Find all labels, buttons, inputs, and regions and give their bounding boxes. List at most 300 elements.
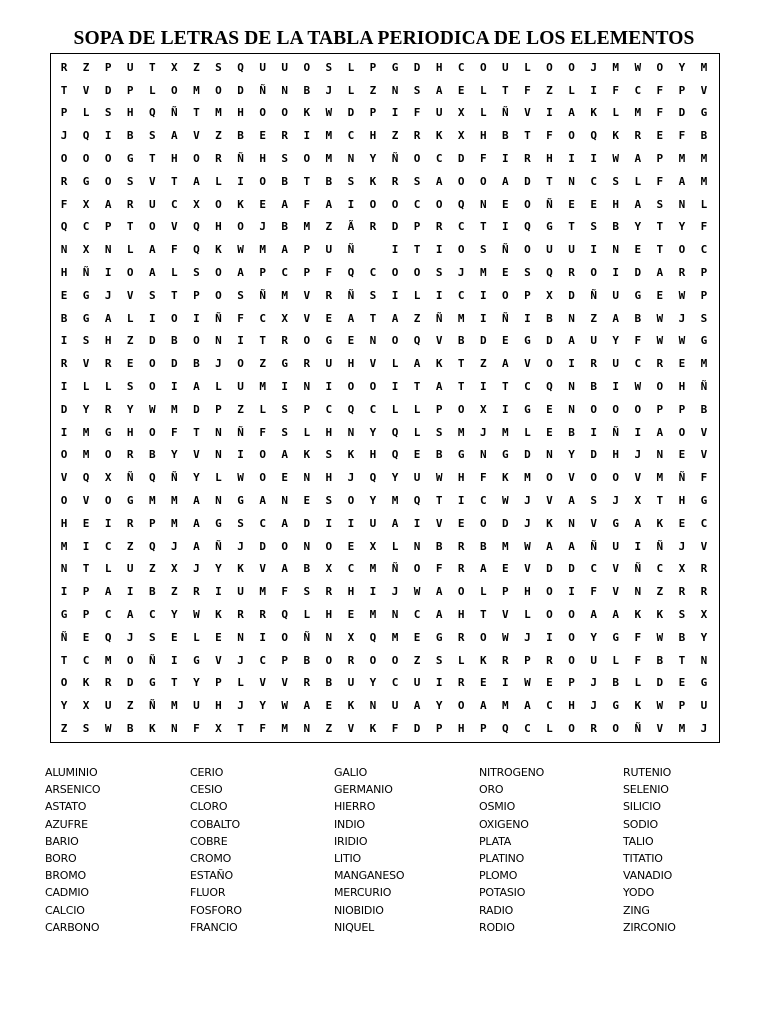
grid-letter: M: [457, 311, 465, 325]
grid-letter: Y: [82, 402, 90, 416]
grid-letter: U: [700, 699, 708, 713]
grid-letter: D: [546, 562, 553, 576]
grid-letter: C: [457, 60, 465, 74]
grid-letter: R: [546, 653, 553, 667]
grid-letter: M: [325, 152, 333, 166]
word-item: PLATA: [479, 834, 512, 848]
grid-letter: Q: [546, 380, 553, 394]
grid-letter: O: [347, 380, 355, 394]
grid-letter: D: [546, 334, 553, 348]
grid-letter: A: [568, 334, 575, 348]
grid-letter: [362, 238, 384, 261]
grid-letter: D: [457, 152, 465, 166]
grid-letter: A: [347, 311, 355, 325]
grid-letter: O: [546, 60, 553, 74]
grid-letter: U: [237, 380, 244, 394]
grid-letter: Y: [391, 471, 399, 485]
word-item: FLUOR: [190, 886, 226, 900]
word-item: HIERRO: [334, 800, 376, 814]
grid-letter: Z: [369, 83, 377, 97]
grid-letter: E: [546, 676, 553, 690]
grid-letter: L: [479, 83, 487, 97]
grid-letter: E: [568, 197, 575, 211]
grid-letter: T: [171, 288, 178, 302]
grid-letter: R: [590, 722, 597, 736]
grid-letter: V: [193, 448, 200, 462]
grid-letter: I: [590, 83, 597, 97]
grid-letter: E: [303, 494, 311, 508]
grid-letter: S: [700, 311, 708, 325]
grid-letter: S: [435, 653, 443, 667]
grid-letter: D: [634, 266, 642, 280]
grid-letter: S: [678, 608, 686, 622]
grid-letter: S: [369, 288, 377, 302]
grid-letter: P: [193, 288, 200, 302]
grid-letter: R: [590, 357, 597, 371]
grid-letter: Ñ: [82, 266, 90, 280]
grid-letter: N: [303, 471, 311, 485]
grid-letter: O: [678, 425, 686, 439]
grid-letter: H: [435, 60, 443, 74]
grid-letter: O: [237, 220, 244, 234]
grid-letter: O: [546, 585, 553, 599]
grid-letter: L: [237, 676, 244, 690]
grid-letter: F: [171, 243, 178, 257]
grid-letter: Y: [259, 699, 266, 713]
grid-letter: P: [413, 220, 421, 234]
grid-letter: O: [634, 402, 642, 416]
grid-letter: C: [171, 197, 178, 211]
grid-letter: W: [656, 699, 664, 713]
grid-letter: E: [325, 699, 333, 713]
grid-letter: G: [82, 311, 90, 325]
grid-letter: L: [391, 357, 399, 371]
grid-letter: C: [325, 402, 333, 416]
grid-letter: R: [656, 357, 664, 371]
grid-letter: R: [303, 357, 311, 371]
grid-letter: O: [524, 197, 531, 211]
grid-letter: F: [524, 83, 531, 97]
grid-letter: N: [237, 630, 244, 644]
grid-letter: Y: [678, 60, 686, 74]
grid-letter: D: [237, 83, 244, 97]
grid-letter: B: [612, 220, 619, 234]
grid-letter: W: [193, 608, 200, 622]
grid-letter: Ñ: [215, 539, 222, 553]
grid-letter: R: [391, 174, 399, 188]
grid-letter: E: [60, 288, 68, 302]
grid-letter: Ñ: [656, 539, 664, 553]
grid-letter: S: [590, 220, 597, 234]
word-item: FRANCIO: [190, 920, 238, 934]
grid-letter: G: [502, 448, 509, 462]
grid-letter: E: [413, 448, 421, 462]
grid-letter: V: [126, 288, 134, 302]
grid-letter: U: [259, 60, 266, 74]
grid-letter: D: [678, 106, 686, 120]
grid-letter: L: [413, 425, 421, 439]
grid-letter: F: [303, 197, 311, 211]
grid-letter: W: [413, 585, 421, 599]
grid-letter: R: [457, 630, 465, 644]
grid-letter: C: [457, 220, 465, 234]
grid-letter: C: [590, 174, 597, 188]
grid-letter: T: [148, 60, 156, 74]
grid-letter: A: [568, 494, 575, 508]
grid-letter: O: [215, 266, 222, 280]
grid-letter: V: [303, 288, 311, 302]
grid-letter: V: [700, 448, 708, 462]
grid-letter: Y: [369, 425, 377, 439]
grid-letter: A: [193, 380, 200, 394]
grid-letter: X: [325, 562, 333, 576]
grid-letter: F: [656, 106, 664, 120]
grid-letter: W: [435, 471, 443, 485]
grid-letter: B: [479, 539, 487, 553]
grid-letter: Ñ: [391, 152, 399, 166]
grid-letter: I: [60, 334, 68, 348]
grid-letter: G: [612, 516, 619, 530]
grid-letter: Q: [369, 630, 377, 644]
grid-letter: O: [413, 562, 421, 576]
grid-letter: Ñ: [502, 106, 509, 120]
grid-letter: L: [126, 311, 134, 325]
grid-letter: K: [590, 106, 597, 120]
word-item: BROMO: [45, 869, 86, 883]
grid-letter: J: [104, 288, 112, 302]
grid-letter: B: [281, 220, 288, 234]
word-item: CARBONO: [45, 920, 100, 934]
grid-letter: S: [82, 722, 90, 736]
grid-letter: C: [524, 380, 531, 394]
grid-letter: O: [457, 585, 465, 599]
grid-letter: K: [479, 653, 487, 667]
grid-letter: E: [347, 539, 355, 553]
grid-letter: V: [612, 562, 619, 576]
grid-letter: C: [104, 539, 112, 553]
grid-letter: H: [347, 357, 355, 371]
grid-letter: F: [60, 197, 68, 211]
grid-letter: Y: [612, 334, 619, 348]
grid-letter: D: [193, 402, 200, 416]
grid-letter: M: [700, 152, 708, 166]
grid-letter: V: [281, 676, 288, 690]
grid-letter: U: [281, 60, 288, 74]
grid-letter: C: [82, 653, 90, 667]
grid-letter: J: [524, 494, 531, 508]
grid-letter: K: [435, 357, 443, 371]
grid-letter: S: [237, 288, 244, 302]
grid-letter: V: [215, 653, 222, 667]
grid-letter: N: [391, 608, 399, 622]
grid-letter: P: [678, 83, 686, 97]
grid-letter: R: [524, 152, 531, 166]
grid-letter: F: [237, 311, 244, 325]
grid-letter: R: [237, 608, 244, 622]
grid-letter: R: [303, 676, 311, 690]
grid-letter: T: [568, 220, 575, 234]
grid-letter: D: [347, 106, 355, 120]
grid-letter: K: [612, 129, 619, 143]
grid-letter: C: [700, 516, 708, 530]
grid-letter: S: [325, 448, 333, 462]
grid-letter: V: [435, 516, 443, 530]
grid-letter: S: [325, 494, 333, 508]
grid-letter: T: [457, 380, 465, 394]
grid-letter: M: [678, 152, 686, 166]
grid-letter: S: [281, 402, 288, 416]
grid-letter: Y: [568, 448, 575, 462]
grid-letter: O: [568, 608, 575, 622]
grid-letter: P: [678, 699, 686, 713]
grid-letter: O: [568, 722, 575, 736]
grid-letter: T: [148, 152, 156, 166]
grid-letter: C: [347, 562, 355, 576]
grid-letter: F: [634, 334, 642, 348]
grid-letter: K: [347, 448, 355, 462]
grid-letter: F: [479, 152, 487, 166]
grid-letter: J: [347, 471, 355, 485]
grid-letter: F: [259, 425, 266, 439]
grid-letter: Y: [171, 608, 178, 622]
grid-letter: A: [435, 608, 443, 622]
grid-letter: O: [612, 722, 619, 736]
grid-letter: W: [281, 699, 288, 713]
grid-letter: E: [82, 516, 90, 530]
grid-letter: J: [126, 630, 134, 644]
grid-letter: A: [237, 266, 244, 280]
grid-letter: B: [193, 357, 200, 371]
grid-letter: M: [303, 220, 311, 234]
word-item: INDIO: [334, 817, 365, 831]
grid-letter: L: [82, 380, 90, 394]
grid-letter: D: [60, 402, 68, 416]
grid-letter: I: [104, 266, 112, 280]
grid-letter: T: [259, 334, 266, 348]
grid-letter: P: [678, 402, 686, 416]
grid-letter: K: [82, 676, 90, 690]
grid-letter: I: [634, 539, 642, 553]
grid-letter: N: [215, 494, 222, 508]
grid-letter: A: [104, 197, 112, 211]
grid-letter: O: [479, 60, 487, 74]
grid-letter: L: [171, 266, 178, 280]
grid-letter: T: [60, 83, 68, 97]
grid-letter: L: [524, 608, 531, 622]
grid-letter: U: [391, 699, 399, 713]
grid-letter: P: [568, 676, 575, 690]
grid-letter: O: [303, 60, 311, 74]
grid-letter: Z: [656, 585, 664, 599]
grid-letter: O: [104, 494, 112, 508]
grid-letter: H: [457, 722, 465, 736]
word-list: [45, 764, 745, 936]
grid-letter: I: [60, 425, 68, 439]
grid-letter: T: [656, 494, 664, 508]
grid-letter: R: [60, 357, 68, 371]
grid-letter: T: [435, 494, 443, 508]
grid-letter: L: [413, 288, 421, 302]
grid-letter: N: [568, 174, 575, 188]
grid-letter: H: [568, 699, 575, 713]
grid-letter: S: [148, 129, 156, 143]
grid-letter: X: [281, 311, 288, 325]
grid-letter: W: [148, 402, 156, 416]
grid-letter: H: [126, 425, 134, 439]
grid-letter: A: [479, 562, 487, 576]
grid-letter: I: [193, 311, 200, 325]
grid-letter: C: [656, 562, 664, 576]
grid-letter: D: [524, 448, 531, 462]
grid-letter: E: [678, 516, 686, 530]
grid-letter: Ñ: [259, 83, 266, 97]
grid-letter: B: [171, 334, 178, 348]
grid-letter: Q: [82, 471, 90, 485]
grid-letter: O: [457, 243, 465, 257]
grid-letter: H: [215, 220, 222, 234]
grid-letter: O: [60, 676, 68, 690]
grid-letter: G: [82, 174, 90, 188]
word-item: PLOMO: [479, 869, 518, 883]
grid-letter: G: [700, 676, 708, 690]
grid-letter: C: [524, 722, 531, 736]
grid-letter: Q: [413, 494, 421, 508]
grid-letter: J: [590, 60, 597, 74]
grid-letter: O: [193, 152, 200, 166]
grid-letter: J: [60, 129, 68, 143]
grid-letter: I: [479, 288, 487, 302]
grid-letter: B: [678, 630, 686, 644]
word-item: GALIO: [334, 766, 368, 779]
grid-letter: B: [546, 311, 553, 325]
grid-letter: J: [524, 516, 531, 530]
grid-letter: D: [413, 722, 421, 736]
grid-letter: P: [259, 266, 266, 280]
grid-letter: G: [126, 494, 134, 508]
grid-letter: G: [457, 448, 465, 462]
word-item: RUTENIO: [623, 766, 672, 779]
grid-letter: J: [237, 653, 244, 667]
grid-letter: L: [700, 197, 708, 211]
grid-letter: N: [104, 243, 112, 257]
grid-letter: X: [82, 197, 90, 211]
grid-letter: Z: [590, 311, 597, 325]
grid-letter: S: [303, 585, 311, 599]
grid-letter: Ñ: [237, 152, 244, 166]
grid-letter: H: [524, 585, 531, 599]
grid-letter: I: [347, 516, 355, 530]
grid-letter: M: [171, 494, 178, 508]
grid-letter: Q: [148, 539, 156, 553]
grid-letter: C: [457, 288, 465, 302]
grid-letter: Q: [347, 402, 355, 416]
grid-letter: O: [369, 197, 377, 211]
grid-letter: X: [457, 106, 465, 120]
grid-letter: U: [435, 106, 443, 120]
grid-letter: Q: [347, 266, 355, 280]
grid-letter: O: [303, 152, 311, 166]
grid-letter: N: [568, 311, 575, 325]
grid-letter: F: [435, 562, 443, 576]
grid-letter: S: [413, 174, 421, 188]
grid-letter: S: [148, 288, 156, 302]
word-item: LITIO: [334, 851, 361, 865]
grid-letter: O: [479, 516, 487, 530]
grid-letter: O: [678, 243, 686, 257]
grid-letter: L: [524, 425, 531, 439]
grid-letter: P: [700, 266, 708, 280]
grid-letter: J: [612, 494, 619, 508]
grid-letter: P: [656, 402, 664, 416]
grid-letter: W: [524, 539, 531, 553]
grid-letter: A: [634, 516, 642, 530]
grid-letter: J: [479, 425, 487, 439]
grid-letter: S: [281, 152, 288, 166]
grid-letter: Z: [126, 539, 134, 553]
grid-letter: O: [347, 494, 355, 508]
grid-letter: H: [171, 152, 178, 166]
grid-letter: V: [171, 220, 178, 234]
grid-letter: U: [502, 60, 509, 74]
grid-letter: T: [502, 83, 509, 97]
grid-letter: S: [656, 197, 664, 211]
grid-letter: M: [524, 471, 531, 485]
grid-letter: O: [413, 152, 421, 166]
grid-letter: V: [568, 471, 575, 485]
grid-letter: P: [435, 722, 443, 736]
grid-letter: H: [325, 608, 333, 622]
grid-letter: Y: [193, 676, 200, 690]
grid-letter: M: [502, 699, 509, 713]
grid-letter: E: [82, 630, 90, 644]
grid-letter: F: [259, 722, 266, 736]
grid-letter: M: [634, 106, 642, 120]
grid-letter: I: [281, 380, 288, 394]
grid-letter: Q: [590, 129, 597, 143]
grid-letter: R: [435, 220, 443, 234]
grid-letter: I: [391, 243, 399, 257]
grid-letter: X: [215, 722, 222, 736]
grid-letter: N: [347, 425, 355, 439]
grid-letter: R: [126, 516, 134, 530]
grid-letter: B: [126, 722, 134, 736]
grid-letter: F: [546, 129, 553, 143]
grid-letter: M: [325, 129, 333, 143]
grid-letter: I: [612, 266, 619, 280]
grid-letter: B: [325, 174, 333, 188]
grid-letter: V: [524, 106, 531, 120]
word-item: TALIO: [623, 834, 654, 848]
grid-letter: O: [413, 266, 421, 280]
grid-letter: L: [479, 585, 487, 599]
grid-letter: A: [590, 608, 597, 622]
word-column: [479, 764, 623, 936]
grid-letter: B: [457, 334, 465, 348]
grid-letter: P: [126, 83, 134, 97]
word-item: CLORO: [190, 800, 228, 814]
grid-letter: W: [104, 722, 112, 736]
grid-letter: E: [502, 266, 509, 280]
grid-letter: N: [568, 402, 575, 416]
grid-letter: R: [126, 197, 134, 211]
grid-letter: C: [413, 197, 421, 211]
grid-letter: O: [259, 174, 266, 188]
word-item: ZING: [623, 903, 650, 917]
grid-letter: A: [413, 357, 421, 371]
grid-letter: N: [347, 152, 355, 166]
grid-letter: L: [457, 653, 465, 667]
grid-letter: W: [502, 630, 509, 644]
